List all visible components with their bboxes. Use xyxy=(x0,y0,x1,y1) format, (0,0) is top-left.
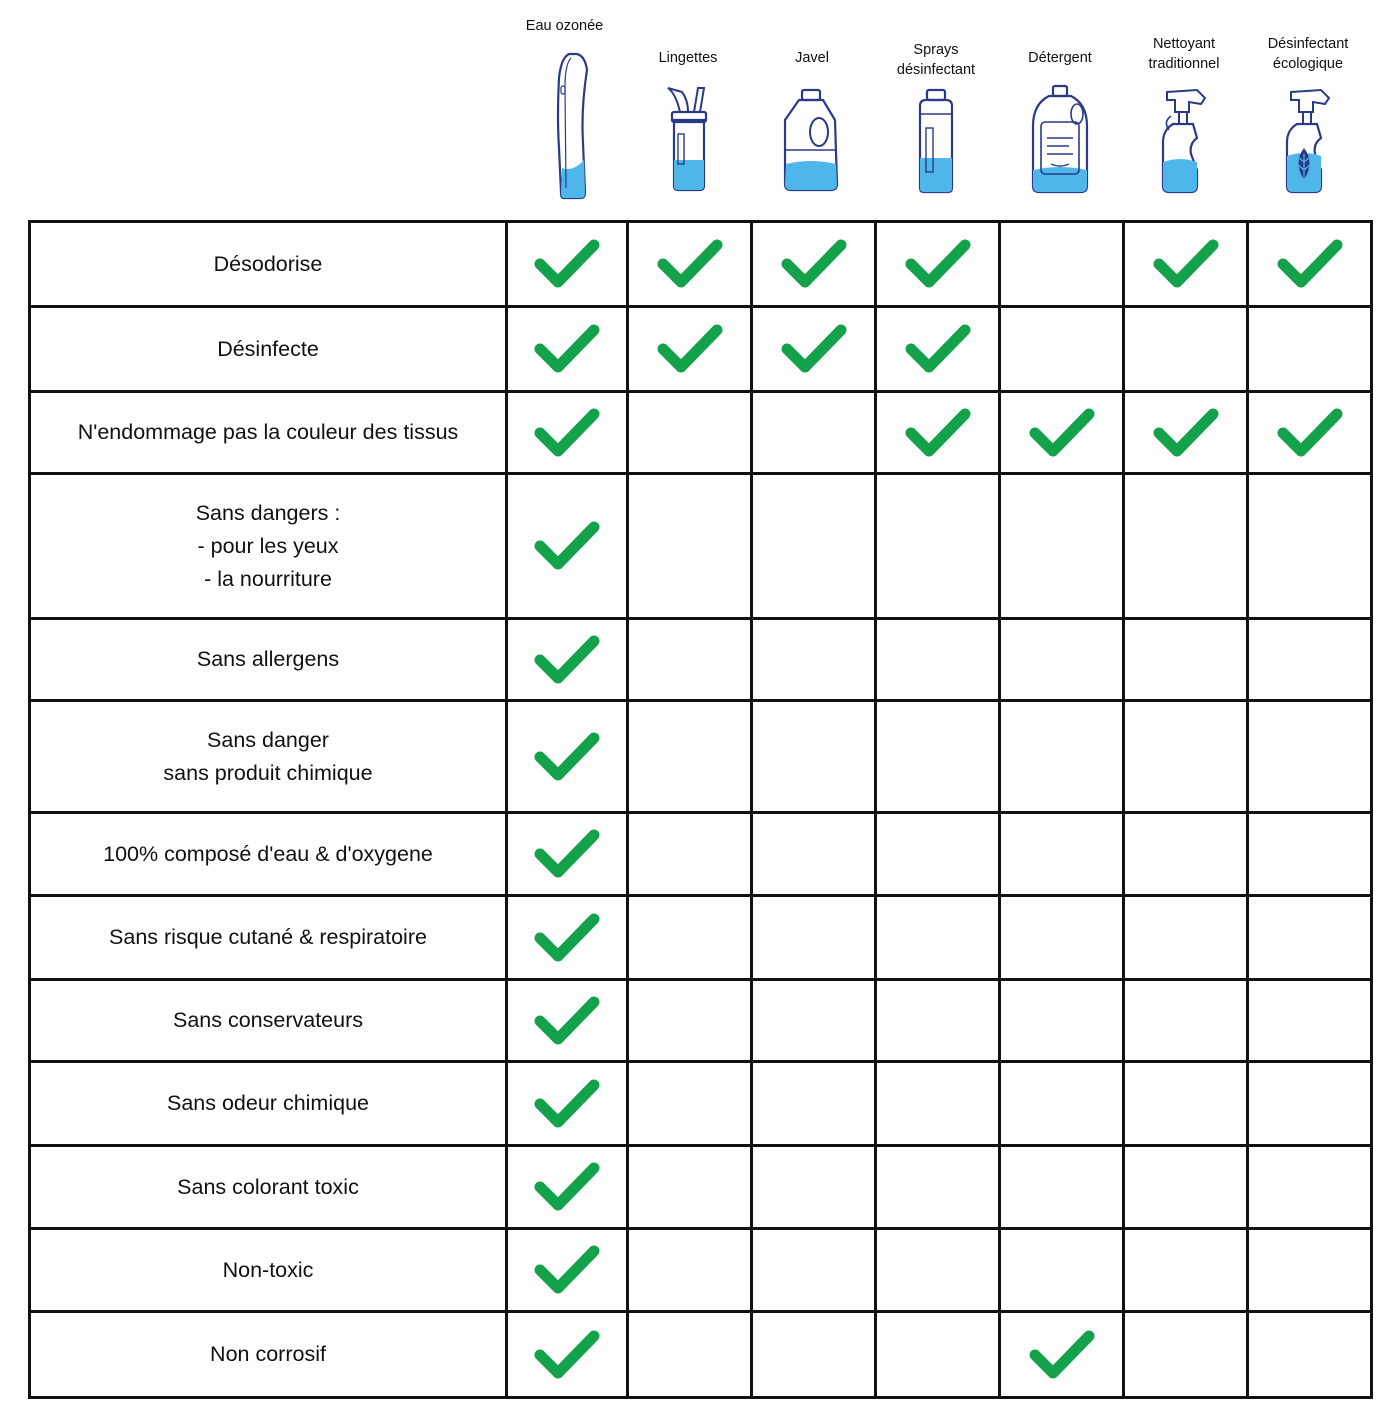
cell-detergent xyxy=(1000,896,1124,980)
cell-eau-ozonee xyxy=(507,701,628,813)
column-label: Eau ozonée xyxy=(525,18,604,34)
cell-nettoyant-traditionnel xyxy=(1124,392,1248,474)
cell-lingettes xyxy=(628,701,752,813)
cell-javel xyxy=(752,1229,876,1312)
criterion-label: Sans conservateurs xyxy=(30,980,507,1062)
criterion-label: Sans allergens xyxy=(30,619,507,701)
cell-eau-ozonee xyxy=(507,1312,628,1398)
checkmark-icon xyxy=(905,323,971,375)
cell-nettoyant-traditionnel xyxy=(1124,1229,1248,1312)
eco-spray-bottle-leaf-icon xyxy=(1273,82,1343,197)
cell-nettoyant-traditionnel xyxy=(1124,813,1248,896)
column-label: Lingettes xyxy=(658,50,718,66)
checkmark-icon xyxy=(534,323,600,375)
criterion-label: Sans risque cutané & respiratoire xyxy=(30,896,507,980)
bleach-jug-icon xyxy=(777,84,847,194)
column-label: Javel xyxy=(795,50,829,66)
cell-sprays-desinfectant xyxy=(876,1229,1000,1312)
cell-sprays-desinfectant xyxy=(876,474,1000,619)
checkmark-icon xyxy=(534,238,600,290)
cell-lingettes xyxy=(628,813,752,896)
column-header-lingettes xyxy=(626,0,750,215)
column-header-eau-ozonee xyxy=(503,0,626,215)
cell-nettoyant-traditionnel xyxy=(1124,222,1248,307)
table-row xyxy=(30,980,1372,1062)
checkmark-icon xyxy=(1153,238,1219,290)
criterion-label: Non corrosif xyxy=(30,1312,507,1398)
cell-detergent xyxy=(1000,1312,1124,1398)
cell-detergent xyxy=(1000,813,1124,896)
checkmark-icon xyxy=(534,1329,600,1381)
table-row xyxy=(30,1146,1372,1229)
cell-desinfectant-ecologique xyxy=(1248,1229,1372,1312)
cell-eau-ozonee xyxy=(507,980,628,1062)
cell-sprays-desinfectant xyxy=(876,896,1000,980)
ozonated-water-device-icon xyxy=(535,48,595,203)
cell-nettoyant-traditionnel xyxy=(1124,307,1248,392)
cell-nettoyant-traditionnel xyxy=(1124,1146,1248,1229)
cell-lingettes xyxy=(628,1312,752,1398)
cell-sprays-desinfectant xyxy=(876,222,1000,307)
table-row xyxy=(30,474,1372,619)
cell-lingettes xyxy=(628,1062,752,1146)
cell-javel xyxy=(752,896,876,980)
criterion-label: Désinfecte xyxy=(30,307,507,392)
table-row xyxy=(30,307,1372,392)
checkmark-icon xyxy=(534,1161,600,1213)
criterion-label: Non-toxic xyxy=(30,1229,507,1312)
cell-desinfectant-ecologique xyxy=(1248,980,1372,1062)
comparison-table xyxy=(28,220,1373,1399)
cell-detergent xyxy=(1000,1062,1124,1146)
cell-desinfectant-ecologique xyxy=(1248,474,1372,619)
cell-javel xyxy=(752,1062,876,1146)
cell-eau-ozonee xyxy=(507,1062,628,1146)
criterion-label: N'endommage pas la couleur des tissus xyxy=(30,392,507,474)
cell-eau-ozonee xyxy=(507,392,628,474)
column-header-nettoyant-traditionnel xyxy=(1122,0,1246,215)
spray-bottle-icon xyxy=(1149,82,1219,197)
cell-eau-ozonee xyxy=(507,222,628,307)
table-row xyxy=(30,896,1372,980)
table-row xyxy=(30,1312,1372,1398)
checkmark-icon xyxy=(534,828,600,880)
table-row xyxy=(30,701,1372,813)
checkmark-icon xyxy=(1277,238,1343,290)
checkmark-icon xyxy=(534,1078,600,1130)
cell-desinfectant-ecologique xyxy=(1248,619,1372,701)
checkmark-icon xyxy=(534,995,600,1047)
wipes-canister-icon xyxy=(658,84,718,194)
cell-eau-ozonee xyxy=(507,896,628,980)
cell-detergent xyxy=(1000,392,1124,474)
cell-eau-ozonee xyxy=(507,1146,628,1229)
cell-sprays-desinfectant xyxy=(876,392,1000,474)
cell-lingettes xyxy=(628,307,752,392)
cell-lingettes xyxy=(628,896,752,980)
checkmark-icon xyxy=(534,407,600,459)
cell-nettoyant-traditionnel xyxy=(1124,474,1248,619)
cell-lingettes xyxy=(628,474,752,619)
cell-desinfectant-ecologique xyxy=(1248,701,1372,813)
cell-eau-ozonee xyxy=(507,813,628,896)
cell-detergent xyxy=(1000,619,1124,701)
cell-lingettes xyxy=(628,222,752,307)
cell-sprays-desinfectant xyxy=(876,307,1000,392)
checkmark-icon xyxy=(1029,407,1095,459)
cell-nettoyant-traditionnel xyxy=(1124,1062,1248,1146)
criterion-label: Sans danger sans produit chimique xyxy=(30,701,507,813)
checkmark-icon xyxy=(534,520,600,572)
criterion-label: Désodorise xyxy=(30,222,507,307)
cell-nettoyant-traditionnel xyxy=(1124,619,1248,701)
checkmark-icon xyxy=(534,912,600,964)
checkmark-icon xyxy=(905,407,971,459)
cell-eau-ozonee xyxy=(507,307,628,392)
cell-sprays-desinfectant xyxy=(876,1062,1000,1146)
cell-desinfectant-ecologique xyxy=(1248,1312,1372,1398)
cell-lingettes xyxy=(628,1146,752,1229)
checkmark-icon xyxy=(657,238,723,290)
cell-detergent xyxy=(1000,307,1124,392)
cell-detergent xyxy=(1000,474,1124,619)
cell-javel xyxy=(752,307,876,392)
checkmark-icon xyxy=(534,634,600,686)
cell-desinfectant-ecologique xyxy=(1248,1062,1372,1146)
cell-lingettes xyxy=(628,980,752,1062)
cell-detergent xyxy=(1000,222,1124,307)
detergent-bottle-icon xyxy=(1025,82,1095,197)
cell-detergent xyxy=(1000,980,1124,1062)
cell-sprays-desinfectant xyxy=(876,1146,1000,1229)
cell-lingettes xyxy=(628,619,752,701)
cell-nettoyant-traditionnel xyxy=(1124,896,1248,980)
cell-javel xyxy=(752,1146,876,1229)
cell-javel xyxy=(752,619,876,701)
checkmark-icon xyxy=(1277,407,1343,459)
cell-lingettes xyxy=(628,1229,752,1312)
column-header-strip xyxy=(0,0,1394,220)
column-label: Désinfectant écologique xyxy=(1267,36,1349,72)
cell-desinfectant-ecologique xyxy=(1248,222,1372,307)
table-row xyxy=(30,1229,1372,1312)
table-row xyxy=(30,619,1372,701)
cell-desinfectant-ecologique xyxy=(1248,896,1372,980)
cell-javel xyxy=(752,474,876,619)
criterion-label: Sans dangers : - pour les yeux - la nourriture xyxy=(30,474,507,619)
cell-eau-ozonee xyxy=(507,619,628,701)
column-header-desinfectant-ecologique xyxy=(1246,0,1370,215)
column-label: Nettoyant traditionnel xyxy=(1148,36,1220,72)
checkmark-icon xyxy=(781,238,847,290)
cell-javel xyxy=(752,980,876,1062)
table-row xyxy=(30,392,1372,474)
cell-detergent xyxy=(1000,701,1124,813)
cell-desinfectant-ecologique xyxy=(1248,813,1372,896)
cell-javel xyxy=(752,392,876,474)
cell-sprays-desinfectant xyxy=(876,813,1000,896)
cell-nettoyant-traditionnel xyxy=(1124,980,1248,1062)
table-row xyxy=(30,1062,1372,1146)
cell-eau-ozonee xyxy=(507,1229,628,1312)
column-label: Détergent xyxy=(1028,50,1092,66)
disinfectant-spray-can-icon xyxy=(906,84,966,194)
cell-sprays-desinfectant xyxy=(876,980,1000,1062)
column-label: Sprays désinfectant xyxy=(896,42,976,78)
checkmark-icon xyxy=(905,238,971,290)
column-header-javel xyxy=(750,0,874,215)
table-row xyxy=(30,813,1372,896)
cell-desinfectant-ecologique xyxy=(1248,1146,1372,1229)
cell-detergent xyxy=(1000,1146,1124,1229)
checkmark-icon xyxy=(657,323,723,375)
checkmark-icon xyxy=(1153,407,1219,459)
checkmark-icon xyxy=(1029,1329,1095,1381)
cell-sprays-desinfectant xyxy=(876,1312,1000,1398)
cell-javel xyxy=(752,813,876,896)
criterion-label: Sans odeur chimique xyxy=(30,1062,507,1146)
cell-nettoyant-traditionnel xyxy=(1124,701,1248,813)
checkmark-icon xyxy=(534,1244,600,1296)
cell-detergent xyxy=(1000,1229,1124,1312)
table-row xyxy=(30,222,1372,307)
cell-javel xyxy=(752,701,876,813)
criterion-label: 100% composé d'eau & d'oxygene xyxy=(30,813,507,896)
column-header-detergent xyxy=(998,0,1122,215)
cell-nettoyant-traditionnel xyxy=(1124,1312,1248,1398)
cell-desinfectant-ecologique xyxy=(1248,307,1372,392)
cell-javel xyxy=(752,222,876,307)
criterion-label: Sans colorant toxic xyxy=(30,1146,507,1229)
cell-sprays-desinfectant xyxy=(876,619,1000,701)
cell-sprays-desinfectant xyxy=(876,701,1000,813)
cell-javel xyxy=(752,1312,876,1398)
column-header-sprays-desinfectant xyxy=(874,0,998,215)
checkmark-icon xyxy=(534,731,600,783)
cell-desinfectant-ecologique xyxy=(1248,392,1372,474)
cell-eau-ozonee xyxy=(507,474,628,619)
checkmark-icon xyxy=(781,323,847,375)
cell-lingettes xyxy=(628,392,752,474)
